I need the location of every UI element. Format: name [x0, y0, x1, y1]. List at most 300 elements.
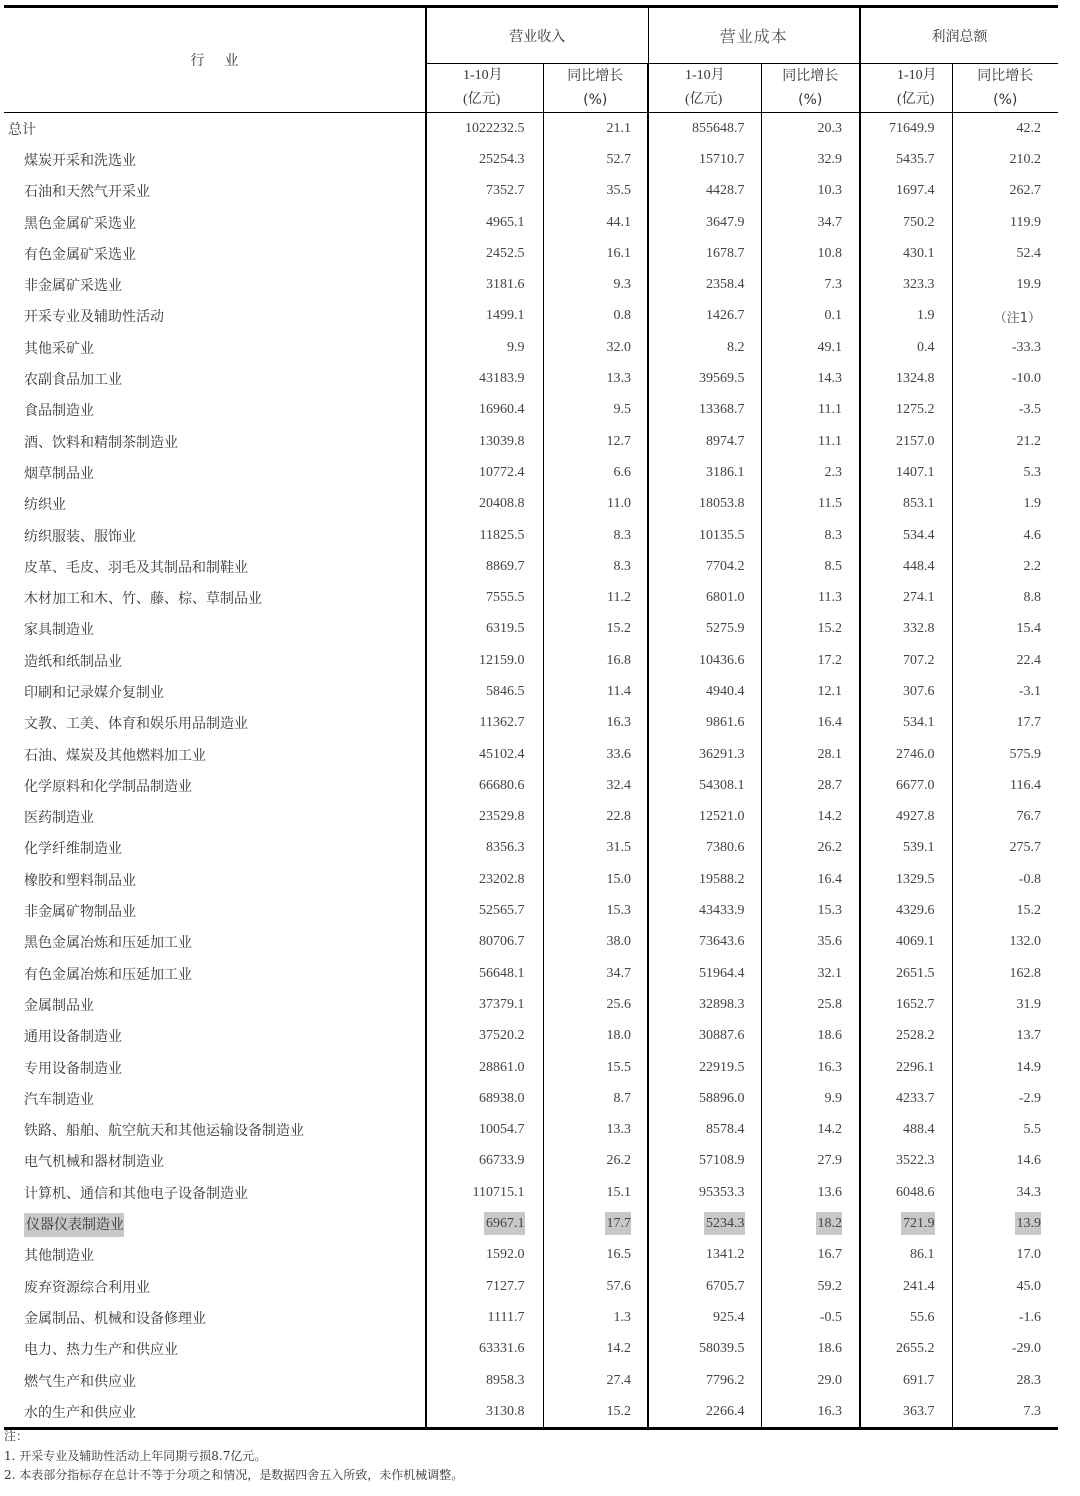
cell-cost-value: 1341.2 — [706, 1247, 745, 1263]
cell-profit-yoy — [952, 1177, 1058, 1208]
table-row — [4, 802, 1058, 833]
cell-revenue-value: 7555.5 — [486, 590, 525, 606]
cell-cost-yoy — [761, 1271, 860, 1302]
cell-cost-yoy — [761, 645, 860, 676]
cell-revenue-yoy-value: 57.6 — [606, 1278, 631, 1294]
cell-revenue — [426, 176, 543, 207]
cell-cost-yoy-value: 18.6 — [817, 1028, 843, 1044]
cell-revenue-yoy-value: 32.4 — [606, 777, 631, 793]
cell-profit — [860, 1240, 952, 1271]
cell-revenue — [426, 457, 543, 488]
cell-profit — [860, 301, 952, 332]
industry-label: 橡胶和塑料制品业 — [24, 872, 136, 889]
cell-revenue-yoy — [543, 395, 648, 426]
table-row — [4, 301, 1058, 332]
cell-profit-yoy — [952, 1083, 1058, 1114]
table-row — [4, 332, 1058, 363]
cell-cost-yoy-value: 32.1 — [817, 965, 843, 981]
cell-profit-value: 241.4 — [903, 1278, 935, 1294]
cell-revenue-yoy — [543, 332, 648, 363]
table-row — [4, 551, 1058, 582]
cell-revenue-yoy-value: 25.6 — [606, 996, 631, 1012]
cell-profit-yoy — [952, 1115, 1058, 1146]
cell-cost-yoy — [761, 833, 860, 864]
cell-profit-yoy — [952, 238, 1058, 269]
header-value-unit: (亿元) — [897, 92, 935, 107]
cell-cost-yoy-value: 16.3 — [817, 1059, 843, 1075]
cell-cost — [648, 927, 761, 958]
cell-cost-yoy — [761, 1334, 860, 1365]
cell-cost-yoy-value: 0.1 — [824, 308, 843, 324]
cell-cost-value: 54308.1 — [699, 777, 745, 793]
cell-profit — [860, 802, 952, 833]
cell-profit-yoy-value: 119.9 — [1010, 214, 1042, 230]
cell-revenue-value: 52565.7 — [479, 903, 525, 919]
cell-cost-yoy — [761, 1177, 860, 1208]
cell-industry — [4, 895, 426, 926]
table-row — [4, 426, 1058, 457]
cell-profit-yoy — [952, 1021, 1058, 1052]
industry-label: 化学原料和化学制品制造业 — [24, 778, 192, 795]
industry-label: 非金属矿物制品业 — [24, 904, 136, 921]
cell-revenue-yoy-value: 32.0 — [606, 339, 631, 355]
cell-revenue-yoy — [543, 989, 648, 1020]
cell-profit — [860, 1146, 952, 1177]
cell-industry — [4, 1021, 426, 1052]
cell-cost-value: 57108.9 — [699, 1153, 745, 1169]
cell-revenue-yoy-value: 13.3 — [606, 371, 631, 387]
cell-revenue-yoy-value: 21.1 — [606, 120, 631, 136]
cell-revenue — [426, 1334, 543, 1365]
cell-profit-yoy-value: 575.9 — [1009, 746, 1042, 762]
industry-label: 仪器仪表制造业 — [24, 1213, 124, 1237]
cell-cost-yoy-value: 16.7 — [817, 1247, 843, 1263]
cell-revenue — [426, 551, 543, 582]
cell-cost — [648, 1115, 761, 1146]
cell-cost-yoy-value: 49.1 — [817, 339, 843, 355]
cell-profit-yoy-value: -10.0 — [1011, 371, 1042, 387]
cell-profit — [860, 144, 952, 175]
cell-revenue-yoy — [543, 645, 648, 676]
cell-revenue-yoy — [543, 457, 648, 488]
header-profit-value — [860, 64, 952, 113]
cell-cost-value: 95353.3 — [699, 1184, 745, 1200]
cell-profit — [860, 645, 952, 676]
cell-profit-yoy-value: 162.8 — [1009, 965, 1042, 981]
cell-profit-yoy — [952, 1302, 1058, 1333]
cell-profit — [860, 1052, 952, 1083]
cell-profit — [860, 708, 952, 739]
cell-cost-yoy — [761, 1052, 860, 1083]
cell-cost-yoy-value: 11.3 — [818, 590, 843, 606]
industry-label: 黑色金属冶炼和压延加工业 — [24, 935, 192, 952]
table-row — [4, 1302, 1058, 1333]
header-value-label: 1-10月 — [463, 68, 503, 83]
cell-revenue — [426, 301, 543, 332]
cell-cost-yoy-value: 11.1 — [818, 402, 843, 418]
cell-profit-value: 1407.1 — [896, 464, 935, 480]
cell-industry — [4, 676, 426, 707]
cell-revenue-value: 13039.8 — [479, 433, 525, 449]
industry-label: 非金属矿采选业 — [24, 278, 122, 295]
cell-cost-yoy — [761, 1396, 860, 1429]
cell-revenue-yoy-value: 1.3 — [613, 1309, 631, 1325]
cell-cost — [648, 144, 761, 175]
cell-profit-yoy — [952, 614, 1058, 645]
cell-cost-value: 51964.4 — [699, 965, 745, 981]
cell-cost-value: 15710.7 — [699, 151, 745, 167]
cell-industry — [4, 770, 426, 801]
header-value-label: 1-10月 — [897, 68, 937, 83]
cell-revenue-yoy-value: 15.2 — [606, 1403, 631, 1419]
cell-profit-yoy-value: 45.0 — [1016, 1278, 1042, 1294]
cell-profit-yoy-value: 116.4 — [1010, 777, 1042, 793]
cell-revenue-yoy — [543, 113, 648, 145]
cell-revenue-yoy — [543, 238, 648, 269]
cell-cost-yoy — [761, 1240, 860, 1271]
cell-cost-yoy-value: 7.3 — [824, 277, 843, 293]
cell-cost-value: 19588.2 — [699, 871, 745, 887]
table-row — [4, 457, 1058, 488]
cell-cost — [648, 238, 761, 269]
table-row — [4, 1208, 1058, 1239]
industry-label: 专用设备制造业 — [24, 1060, 122, 1077]
cell-revenue — [426, 645, 543, 676]
table-row — [4, 833, 1058, 864]
cell-profit-value: 2651.5 — [896, 965, 935, 981]
cell-industry — [4, 426, 426, 457]
table-row-total — [4, 113, 1058, 145]
industry-label: 铁路、船舶、航空航天和其他运输设备制造业 — [24, 1123, 304, 1140]
cell-revenue — [426, 332, 543, 363]
cell-cost-yoy — [761, 708, 860, 739]
cell-profit-value: 534.1 — [903, 715, 935, 731]
cell-revenue-value: 6967.1 — [484, 1212, 525, 1235]
table-row — [4, 1240, 1058, 1271]
cell-revenue — [426, 144, 543, 175]
cell-revenue-yoy — [543, 207, 648, 238]
cell-profit-value: 1329.5 — [896, 871, 935, 887]
cell-cost — [648, 1177, 761, 1208]
industry-label: 开采专业及辅助性活动 — [24, 309, 164, 326]
cell-profit-yoy — [952, 958, 1058, 989]
cell-industry — [4, 614, 426, 645]
cell-profit-yoy-value: -2.9 — [1018, 1090, 1042, 1106]
cell-profit-yoy-value: 31.9 — [1016, 996, 1042, 1012]
cell-revenue-yoy-value: 8.7 — [613, 1090, 631, 1106]
cell-profit — [860, 426, 952, 457]
cell-revenue-yoy-value: 16.8 — [606, 652, 631, 668]
cell-profit-yoy-value: 5.3 — [1023, 464, 1042, 480]
cell-profit-yoy — [952, 489, 1058, 520]
cell-profit — [860, 520, 952, 551]
table-row — [4, 676, 1058, 707]
cell-revenue-value: 8958.3 — [486, 1372, 525, 1388]
cell-revenue-yoy-value: 6.6 — [613, 464, 631, 480]
industry-label: 食品制造业 — [24, 403, 94, 420]
cell-profit-value: 534.4 — [903, 527, 935, 543]
cell-cost-yoy-value: 8.5 — [824, 558, 843, 574]
cell-profit-yoy-value: 275.7 — [1009, 840, 1042, 856]
cell-profit-yoy — [952, 708, 1058, 739]
cell-revenue — [426, 582, 543, 613]
cell-profit-yoy — [952, 176, 1058, 207]
cell-industry — [4, 457, 426, 488]
cell-revenue — [426, 426, 543, 457]
cell-profit-yoy-value: 1.9 — [1023, 496, 1042, 512]
cell-cost-yoy-value: 9.9 — [824, 1090, 843, 1106]
cell-cost-yoy-value: 15.3 — [817, 903, 843, 919]
header-revenue-yoy — [543, 64, 648, 113]
cell-cost — [648, 645, 761, 676]
cell-profit-yoy — [952, 363, 1058, 394]
cell-cost-yoy — [761, 927, 860, 958]
cell-revenue-yoy — [543, 489, 648, 520]
cell-revenue — [426, 770, 543, 801]
cell-profit — [860, 958, 952, 989]
cell-profit-value: 430.1 — [903, 245, 935, 261]
cell-cost-value: 13368.7 — [699, 402, 745, 418]
cell-cost-value: 7704.2 — [706, 558, 745, 574]
table-row — [4, 770, 1058, 801]
cell-cost — [648, 614, 761, 645]
table-row — [4, 238, 1058, 269]
cell-cost — [648, 395, 761, 426]
cell-cost-yoy — [761, 520, 860, 551]
cell-revenue — [426, 1177, 543, 1208]
cell-cost — [648, 1334, 761, 1365]
table-row — [4, 520, 1058, 551]
cell-cost-yoy-value: 12.1 — [817, 683, 843, 699]
cell-profit-yoy-value: -3.5 — [1018, 402, 1042, 418]
cell-revenue-yoy — [543, 895, 648, 926]
table-row — [4, 144, 1058, 175]
cell-revenue-yoy — [543, 1334, 648, 1365]
cell-revenue-value: 8869.7 — [486, 558, 525, 574]
cell-cost-yoy — [761, 1146, 860, 1177]
table-row — [4, 582, 1058, 613]
cell-revenue-value: 10772.4 — [479, 464, 525, 480]
cell-profit-yoy — [952, 113, 1058, 145]
cell-profit — [860, 1115, 952, 1146]
cell-industry — [4, 864, 426, 895]
cell-profit-yoy — [952, 802, 1058, 833]
cell-cost-value: 5275.9 — [706, 621, 745, 637]
cell-revenue — [426, 269, 543, 300]
cell-revenue-yoy — [543, 1083, 648, 1114]
cell-profit-yoy — [952, 426, 1058, 457]
cell-cost-yoy-value: 35.6 — [817, 934, 843, 950]
cell-profit-yoy — [952, 332, 1058, 363]
table-row — [4, 395, 1058, 426]
cell-industry — [4, 176, 426, 207]
cell-revenue-yoy-value: 26.2 — [606, 1153, 631, 1169]
cell-profit-yoy-value: 19.9 — [1016, 277, 1042, 293]
cell-profit — [860, 614, 952, 645]
cell-cost — [648, 520, 761, 551]
cell-revenue-yoy — [543, 676, 648, 707]
cell-profit-yoy — [952, 207, 1058, 238]
cell-cost-yoy — [761, 489, 860, 520]
cell-revenue-value: 11825.5 — [479, 527, 525, 543]
industry-label: 石油、煤炭及其他燃料加工业 — [24, 747, 206, 764]
cell-cost-yoy — [761, 1365, 860, 1396]
industry-label: 金属制品、机械和设备修理业 — [24, 1310, 206, 1327]
table-row — [4, 895, 1058, 926]
cell-profit-yoy — [952, 989, 1058, 1020]
cell-profit-yoy-value: 22.4 — [1016, 652, 1042, 668]
cell-revenue-yoy-value: 11.0 — [607, 496, 631, 512]
cell-cost — [648, 739, 761, 770]
cell-profit — [860, 1083, 952, 1114]
cell-profit — [860, 770, 952, 801]
cell-revenue-value: 5846.5 — [486, 683, 525, 699]
cell-industry — [4, 833, 426, 864]
cell-revenue-yoy — [543, 301, 648, 332]
cell-revenue-yoy — [543, 1365, 648, 1396]
cell-revenue-yoy-value: 16.3 — [606, 715, 631, 731]
cell-revenue-value: 23202.8 — [479, 871, 525, 887]
cell-cost-yoy-value: -0.5 — [819, 1309, 843, 1325]
cell-revenue-yoy — [543, 770, 648, 801]
cell-revenue-yoy-value: 16.5 — [606, 1247, 631, 1263]
cell-cost-yoy-value: 14.3 — [817, 371, 843, 387]
cell-cost — [648, 770, 761, 801]
cell-cost-yoy — [761, 1083, 860, 1114]
cell-revenue-yoy — [543, 1208, 648, 1239]
cell-profit-value: 5435.7 — [896, 151, 935, 167]
cell-profit — [860, 332, 952, 363]
industry-label: 烟草制品业 — [24, 465, 94, 482]
industry-label: 家具制造业 — [24, 622, 94, 639]
cell-cost-yoy — [761, 332, 860, 363]
cell-industry — [4, 802, 426, 833]
cell-cost-value: 1678.7 — [706, 245, 745, 261]
cell-revenue-yoy-value: 9.5 — [613, 402, 631, 418]
cell-profit-yoy — [952, 1396, 1058, 1429]
table-row — [4, 645, 1058, 676]
cell-profit-yoy-value: 7.3 — [1023, 1403, 1042, 1419]
cell-cost — [648, 1365, 761, 1396]
cell-revenue — [426, 489, 543, 520]
cell-revenue-value: 23529.8 — [479, 809, 525, 825]
cell-industry — [4, 1208, 426, 1239]
cell-revenue-yoy-value: 15.1 — [606, 1184, 631, 1200]
table-header — [4, 7, 1058, 113]
cell-cost — [648, 833, 761, 864]
cell-revenue-yoy — [543, 1302, 648, 1333]
cell-cost-value: 43433.9 — [699, 903, 745, 919]
cell-revenue-yoy-value: 13.3 — [606, 1122, 631, 1138]
cell-revenue — [426, 927, 543, 958]
cell-cost — [648, 582, 761, 613]
cell-revenue-value: 10054.7 — [479, 1122, 525, 1138]
cell-cost-yoy — [761, 1302, 860, 1333]
cell-profit — [860, 833, 952, 864]
cell-cost-value: 7380.6 — [706, 840, 745, 856]
cell-profit-value: 3522.3 — [896, 1153, 935, 1169]
cell-revenue-yoy — [543, 1177, 648, 1208]
industry-label: 医药制造业 — [24, 810, 94, 827]
cell-cost — [648, 457, 761, 488]
cell-revenue — [426, 1365, 543, 1396]
cell-cost-yoy — [761, 614, 860, 645]
industry-label: 废弃资源综合利用业 — [24, 1279, 150, 1296]
cell-profit-yoy-value: （注1） — [993, 310, 1042, 326]
industry-label: 木材加工和木、竹、藤、棕、草制品业 — [24, 591, 262, 608]
cell-profit-yoy-value: -3.1 — [1018, 683, 1042, 699]
cell-profit-value: 4233.7 — [896, 1090, 935, 1106]
cell-industry — [4, 363, 426, 394]
cell-profit-yoy — [952, 1271, 1058, 1302]
cell-profit-yoy — [952, 520, 1058, 551]
cell-profit — [860, 1271, 952, 1302]
cell-cost-yoy-value: 10.8 — [817, 245, 843, 261]
cell-cost-yoy-value: 29.0 — [817, 1372, 843, 1388]
cell-cost — [648, 301, 761, 332]
cell-revenue-value: 110715.1 — [472, 1184, 525, 1200]
cell-profit-value: 721.9 — [901, 1212, 935, 1235]
table-row — [4, 1396, 1058, 1429]
cell-revenue-yoy — [543, 269, 648, 300]
cell-cost-value: 4428.7 — [706, 183, 745, 199]
cell-profit — [860, 864, 952, 895]
cell-revenue-yoy — [543, 927, 648, 958]
cell-revenue-yoy-value: 8.3 — [613, 558, 631, 574]
industry-label: 燃气生产和供应业 — [24, 1373, 136, 1390]
cell-profit-yoy-value: -33.3 — [1011, 339, 1042, 355]
cell-profit-yoy — [952, 1146, 1058, 1177]
cell-profit-yoy-value: 15.4 — [1016, 621, 1042, 637]
cell-revenue-yoy-value: 44.1 — [606, 214, 631, 230]
cell-cost-yoy — [761, 144, 860, 175]
cell-profit-yoy-value: -1.6 — [1018, 1309, 1042, 1325]
industry-label: 其他制造业 — [24, 1248, 94, 1265]
cell-profit-yoy-value: 14.6 — [1016, 1153, 1042, 1169]
cell-cost-yoy-value: 16.4 — [817, 715, 843, 731]
header-industry: 行业 — [4, 7, 426, 113]
cell-revenue-value: 43183.9 — [479, 371, 525, 387]
cell-profit-yoy — [952, 1240, 1058, 1271]
cell-profit-yoy — [952, 1334, 1058, 1365]
cell-profit-yoy — [952, 301, 1058, 332]
cell-revenue-yoy — [543, 582, 648, 613]
cell-industry — [4, 395, 426, 426]
cell-profit-yoy — [952, 739, 1058, 770]
cell-profit-yoy-value: 17.7 — [1016, 715, 1042, 731]
cell-revenue-yoy — [543, 864, 648, 895]
table-row — [4, 1271, 1058, 1302]
cell-cost-value: 10135.5 — [699, 527, 745, 543]
cell-profit-value: 1697.4 — [896, 183, 935, 199]
cell-industry — [4, 332, 426, 363]
cell-revenue-value: 80706.7 — [479, 934, 525, 950]
cell-profit-value: 323.3 — [903, 277, 935, 293]
cell-revenue-yoy — [543, 802, 648, 833]
cell-revenue-value: 37520.2 — [479, 1028, 525, 1044]
cell-revenue-yoy — [543, 426, 648, 457]
cell-profit — [860, 551, 952, 582]
cell-revenue-yoy — [543, 520, 648, 551]
cell-revenue-value: 8356.3 — [486, 840, 525, 856]
cell-profit-value: 55.6 — [910, 1309, 935, 1325]
cell-cost-value: 2266.4 — [706, 1403, 745, 1419]
cell-revenue-yoy-value: 12.7 — [606, 433, 631, 449]
header-value-unit: (亿元) — [685, 92, 723, 107]
industry-finance-table-container — [4, 5, 1058, 1430]
cell-profit — [860, 676, 952, 707]
cell-cost-yoy — [761, 269, 860, 300]
